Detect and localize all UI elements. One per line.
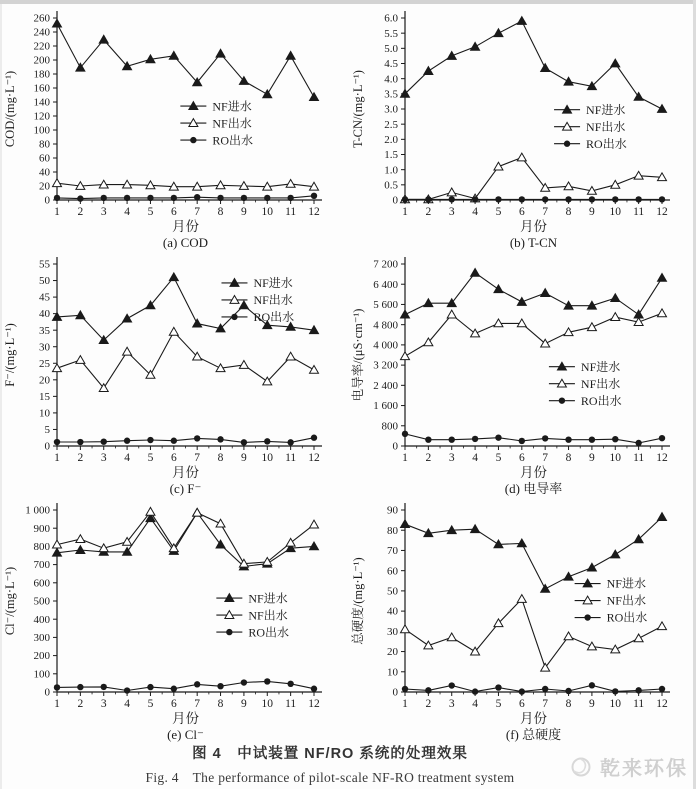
svg-text:200: 200 bbox=[33, 650, 50, 663]
svg-text:10: 10 bbox=[609, 452, 622, 464]
svg-text:12: 12 bbox=[656, 698, 668, 710]
svg-text:10: 10 bbox=[261, 452, 274, 464]
svg-text:600: 600 bbox=[33, 577, 50, 590]
svg-text:0.5: 0.5 bbox=[384, 179, 398, 192]
legend-label: NF进水 bbox=[212, 99, 252, 114]
svg-text:3: 3 bbox=[100, 452, 107, 464]
svg-text:11: 11 bbox=[633, 206, 645, 218]
svg-text:4: 4 bbox=[472, 698, 478, 710]
svg-text:30: 30 bbox=[39, 341, 50, 354]
svg-text:1.5: 1.5 bbox=[384, 149, 398, 162]
svg-text:4 000: 4 000 bbox=[373, 339, 398, 352]
svg-text:80: 80 bbox=[39, 138, 50, 151]
svg-text:2: 2 bbox=[425, 698, 432, 710]
legend-label: NF进水 bbox=[606, 576, 646, 591]
figure-caption-en: Fig. 4 The performance of pilot-scale NF-RO treatment system bbox=[145, 770, 515, 785]
y-axis-label: T-CN/(mg·L⁻¹) bbox=[351, 70, 365, 148]
watermark bbox=[570, 752, 688, 781]
svg-text:60: 60 bbox=[387, 565, 398, 578]
svg-text:100: 100 bbox=[33, 124, 50, 137]
svg-text:7: 7 bbox=[542, 452, 549, 464]
svg-text:8: 8 bbox=[565, 698, 572, 710]
svg-text:0: 0 bbox=[44, 686, 50, 699]
svg-text:50: 50 bbox=[39, 275, 50, 288]
svg-text:160: 160 bbox=[33, 82, 50, 95]
svg-text:6 400: 6 400 bbox=[373, 278, 398, 291]
svg-text:55: 55 bbox=[39, 258, 50, 271]
svg-text:12: 12 bbox=[308, 452, 320, 464]
svg-text:200: 200 bbox=[33, 54, 50, 67]
svg-text:1: 1 bbox=[54, 698, 60, 710]
legend-label: RO出水 bbox=[580, 393, 622, 408]
svg-text:3: 3 bbox=[448, 452, 455, 464]
svg-text:1: 1 bbox=[54, 452, 60, 464]
svg-text:40: 40 bbox=[39, 166, 50, 179]
svg-text:6: 6 bbox=[170, 452, 177, 464]
svg-text:10: 10 bbox=[609, 698, 622, 710]
chart-panel-cod bbox=[0, 4, 348, 250]
legend-label: RO出水 bbox=[212, 133, 254, 148]
series-NF出水 bbox=[53, 327, 319, 391]
svg-text:9: 9 bbox=[589, 206, 595, 218]
svg-text:8: 8 bbox=[565, 452, 572, 464]
svg-text:70: 70 bbox=[387, 545, 398, 558]
legend-label: NF出水 bbox=[248, 608, 288, 623]
svg-text:2.5: 2.5 bbox=[384, 118, 398, 131]
svg-text:20: 20 bbox=[39, 180, 50, 193]
svg-text:6: 6 bbox=[518, 698, 525, 710]
svg-text:80: 80 bbox=[387, 524, 398, 537]
y-axis-label: F⁻/(mg·L⁻¹) bbox=[3, 323, 17, 387]
svg-text:90: 90 bbox=[387, 504, 398, 517]
svg-text:2: 2 bbox=[425, 452, 432, 464]
svg-text:20: 20 bbox=[387, 646, 398, 659]
chart-svg-a bbox=[0, 4, 348, 250]
svg-text:2: 2 bbox=[77, 698, 84, 710]
svg-text:3 200: 3 200 bbox=[373, 359, 398, 372]
chart-grid bbox=[0, 4, 696, 742]
legend bbox=[575, 576, 648, 625]
svg-text:35: 35 bbox=[39, 324, 50, 337]
svg-text:7: 7 bbox=[194, 452, 201, 464]
svg-text:40: 40 bbox=[39, 308, 50, 321]
svg-text:25: 25 bbox=[39, 357, 50, 370]
svg-text:10: 10 bbox=[609, 206, 622, 218]
svg-text:4 800: 4 800 bbox=[373, 319, 398, 332]
x-axis-label: 月份 bbox=[172, 465, 199, 480]
axes bbox=[25, 503, 322, 710]
svg-text:7 200: 7 200 bbox=[373, 258, 398, 271]
svg-text:220: 220 bbox=[33, 40, 50, 53]
svg-text:12: 12 bbox=[656, 206, 668, 218]
svg-text:7: 7 bbox=[542, 206, 549, 218]
svg-text:10: 10 bbox=[261, 698, 274, 710]
svg-text:12: 12 bbox=[656, 452, 668, 464]
series-RO出水 bbox=[402, 431, 665, 446]
svg-text:45: 45 bbox=[39, 291, 50, 304]
legend bbox=[554, 102, 627, 151]
x-axis-label: 月份 bbox=[520, 465, 547, 480]
svg-text:4: 4 bbox=[124, 452, 130, 464]
x-axis-label: 月份 bbox=[172, 711, 199, 726]
svg-text:5: 5 bbox=[495, 452, 502, 464]
svg-text:300: 300 bbox=[33, 632, 50, 644]
svg-text:0: 0 bbox=[44, 440, 50, 453]
svg-text:5: 5 bbox=[147, 452, 154, 464]
svg-text:0: 0 bbox=[44, 194, 50, 207]
chart-svg-e bbox=[0, 496, 348, 742]
svg-text:9: 9 bbox=[241, 698, 247, 710]
svg-text:6.0: 6.0 bbox=[384, 12, 398, 25]
chart-panel-conductivity bbox=[348, 250, 696, 496]
svg-text:6: 6 bbox=[518, 452, 525, 464]
chart-panel-tcn bbox=[348, 4, 696, 250]
series-NF进水 bbox=[401, 17, 667, 113]
svg-text:120: 120 bbox=[33, 110, 50, 123]
svg-text:4: 4 bbox=[124, 206, 130, 218]
panel-caption: (f) 总硬度 bbox=[505, 727, 562, 742]
legend-label: NF出水 bbox=[606, 593, 646, 608]
watermark-text: 乾来环保 bbox=[600, 758, 688, 780]
svg-text:9: 9 bbox=[241, 452, 247, 464]
svg-text:3: 3 bbox=[100, 206, 107, 218]
legend bbox=[221, 275, 294, 324]
y-axis-label: 总硬度/(mg·L⁻¹) bbox=[351, 557, 365, 645]
chart-panel-hardness bbox=[348, 496, 696, 742]
svg-text:7: 7 bbox=[542, 698, 549, 710]
svg-text:10: 10 bbox=[261, 206, 274, 218]
svg-text:5: 5 bbox=[147, 206, 154, 218]
series-NF进水 bbox=[53, 508, 319, 569]
svg-text:8: 8 bbox=[217, 206, 224, 218]
legend-label: RO出水 bbox=[248, 625, 290, 640]
svg-text:2: 2 bbox=[425, 206, 432, 218]
chart-panel-fluoride bbox=[0, 250, 348, 496]
legend-label: NF出水 bbox=[212, 116, 252, 131]
svg-text:30: 30 bbox=[387, 625, 398, 638]
svg-text:4: 4 bbox=[472, 206, 478, 218]
svg-text:10: 10 bbox=[39, 407, 50, 420]
series-NF出水 bbox=[53, 507, 319, 567]
svg-text:11: 11 bbox=[633, 698, 645, 710]
svg-text:3.5: 3.5 bbox=[384, 88, 398, 101]
svg-text:20: 20 bbox=[39, 374, 50, 387]
series-RO出水 bbox=[54, 435, 317, 446]
axes bbox=[373, 257, 670, 464]
svg-text:800: 800 bbox=[33, 541, 50, 553]
svg-text:12: 12 bbox=[308, 206, 320, 218]
legend-label: NF进水 bbox=[253, 276, 293, 291]
svg-text:3: 3 bbox=[448, 206, 455, 218]
svg-text:5: 5 bbox=[495, 698, 502, 710]
svg-text:2 400: 2 400 bbox=[373, 379, 398, 392]
svg-text:40: 40 bbox=[387, 605, 398, 618]
svg-text:5: 5 bbox=[495, 206, 502, 218]
svg-text:400: 400 bbox=[33, 613, 50, 626]
svg-text:5.5: 5.5 bbox=[384, 27, 398, 40]
chart-svg-c bbox=[0, 250, 348, 496]
svg-text:6: 6 bbox=[170, 206, 177, 218]
svg-text:140: 140 bbox=[33, 96, 50, 109]
panel-caption: (d) 电导率 bbox=[504, 481, 563, 496]
svg-text:800: 800 bbox=[381, 420, 398, 433]
y-axis-label: Cl⁻/(mg·L⁻¹) bbox=[3, 566, 17, 636]
legend bbox=[180, 98, 253, 147]
svg-text:12: 12 bbox=[308, 698, 320, 710]
svg-text:500: 500 bbox=[33, 595, 50, 608]
svg-text:5: 5 bbox=[147, 698, 154, 710]
svg-text:8: 8 bbox=[217, 452, 224, 464]
svg-text:4.5: 4.5 bbox=[384, 58, 398, 71]
legend-label: NF出水 bbox=[580, 376, 621, 391]
svg-text:3: 3 bbox=[100, 698, 107, 710]
svg-text:900: 900 bbox=[33, 522, 50, 535]
svg-text:1.0: 1.0 bbox=[384, 164, 398, 177]
svg-text:4: 4 bbox=[124, 698, 130, 710]
panel-caption: (b) T-CN bbox=[509, 235, 558, 250]
svg-text:4: 4 bbox=[472, 452, 478, 464]
figure-caption bbox=[0, 742, 660, 786]
series-NF出水 bbox=[53, 179, 319, 190]
page-edge-left bbox=[0, 0, 2, 789]
chart-svg-f bbox=[348, 496, 696, 742]
chart-panel-chloride bbox=[0, 496, 348, 742]
chart-svg-b bbox=[348, 4, 696, 250]
chart-svg-d bbox=[348, 250, 696, 496]
svg-text:260: 260 bbox=[33, 12, 50, 25]
svg-text:100: 100 bbox=[33, 668, 50, 681]
svg-text:6: 6 bbox=[170, 698, 177, 710]
svg-text:240: 240 bbox=[33, 26, 50, 39]
svg-text:60: 60 bbox=[39, 152, 50, 165]
legend bbox=[216, 590, 289, 639]
svg-text:10: 10 bbox=[387, 666, 398, 679]
legend-label: NF出水 bbox=[586, 119, 626, 134]
svg-text:5: 5 bbox=[44, 424, 50, 437]
svg-text:7: 7 bbox=[194, 698, 201, 710]
watermark-logo-icon bbox=[570, 754, 596, 780]
svg-text:4.0: 4.0 bbox=[384, 73, 398, 86]
svg-text:5.0: 5.0 bbox=[384, 42, 398, 55]
svg-text:9: 9 bbox=[589, 452, 595, 464]
svg-text:0: 0 bbox=[392, 686, 398, 699]
series-NF进水 bbox=[401, 268, 667, 318]
legend-label: NF出水 bbox=[253, 293, 293, 308]
svg-text:7: 7 bbox=[194, 206, 201, 218]
page-edge-top bbox=[0, 0, 696, 4]
svg-text:700: 700 bbox=[33, 559, 50, 572]
figure-caption-zh: 图 4 中试装置 NF/RO 系统的处理效果 bbox=[192, 746, 468, 762]
svg-text:9: 9 bbox=[241, 206, 247, 218]
svg-text:1 600: 1 600 bbox=[373, 400, 398, 413]
svg-text:11: 11 bbox=[633, 452, 645, 464]
svg-text:1: 1 bbox=[54, 206, 60, 218]
svg-text:1 000: 1 000 bbox=[25, 504, 50, 517]
svg-text:6: 6 bbox=[518, 206, 525, 218]
legend-label: NF进水 bbox=[586, 102, 626, 117]
legend-label: RO出水 bbox=[253, 310, 295, 325]
svg-text:3.0: 3.0 bbox=[384, 103, 398, 116]
svg-text:0: 0 bbox=[392, 194, 398, 207]
x-axis-label: 月份 bbox=[520, 711, 547, 726]
svg-text:11: 11 bbox=[285, 206, 297, 218]
svg-text:0: 0 bbox=[392, 440, 398, 453]
svg-text:1: 1 bbox=[402, 698, 408, 710]
legend-label: NF进水 bbox=[248, 591, 288, 606]
svg-text:50: 50 bbox=[387, 585, 398, 598]
y-axis-label: COD/(mg·L⁻¹) bbox=[3, 70, 17, 148]
svg-text:1: 1 bbox=[402, 206, 408, 218]
svg-text:2: 2 bbox=[77, 452, 84, 464]
svg-text:2.0: 2.0 bbox=[384, 133, 398, 146]
series-NF进水 bbox=[53, 19, 319, 100]
series-NF出水 bbox=[401, 153, 667, 203]
legend-label: RO出水 bbox=[586, 136, 627, 151]
x-axis-label: 月份 bbox=[172, 219, 199, 234]
legend-label: RO出水 bbox=[606, 610, 648, 625]
y-axis-label: 电导率/(μS·cm⁻¹) bbox=[351, 308, 365, 402]
svg-text:8: 8 bbox=[217, 698, 224, 710]
panel-caption: (a) COD bbox=[162, 235, 209, 250]
axes bbox=[384, 11, 670, 218]
svg-text:15: 15 bbox=[39, 390, 50, 403]
panel-caption: (e) Cl⁻ bbox=[167, 727, 204, 742]
panel-caption: (c) F⁻ bbox=[169, 481, 202, 496]
svg-text:180: 180 bbox=[33, 68, 50, 81]
x-axis-label: 月份 bbox=[520, 219, 547, 234]
legend bbox=[549, 359, 622, 408]
svg-text:11: 11 bbox=[285, 452, 297, 464]
svg-text:2: 2 bbox=[77, 206, 84, 218]
series-NF出水 bbox=[401, 309, 667, 360]
svg-text:11: 11 bbox=[285, 698, 297, 710]
svg-text:3: 3 bbox=[448, 698, 455, 710]
svg-text:8: 8 bbox=[565, 206, 572, 218]
legend-label: NF进水 bbox=[580, 359, 621, 374]
svg-text:5 600: 5 600 bbox=[373, 299, 398, 312]
svg-text:9: 9 bbox=[589, 698, 595, 710]
svg-text:1: 1 bbox=[402, 452, 408, 464]
